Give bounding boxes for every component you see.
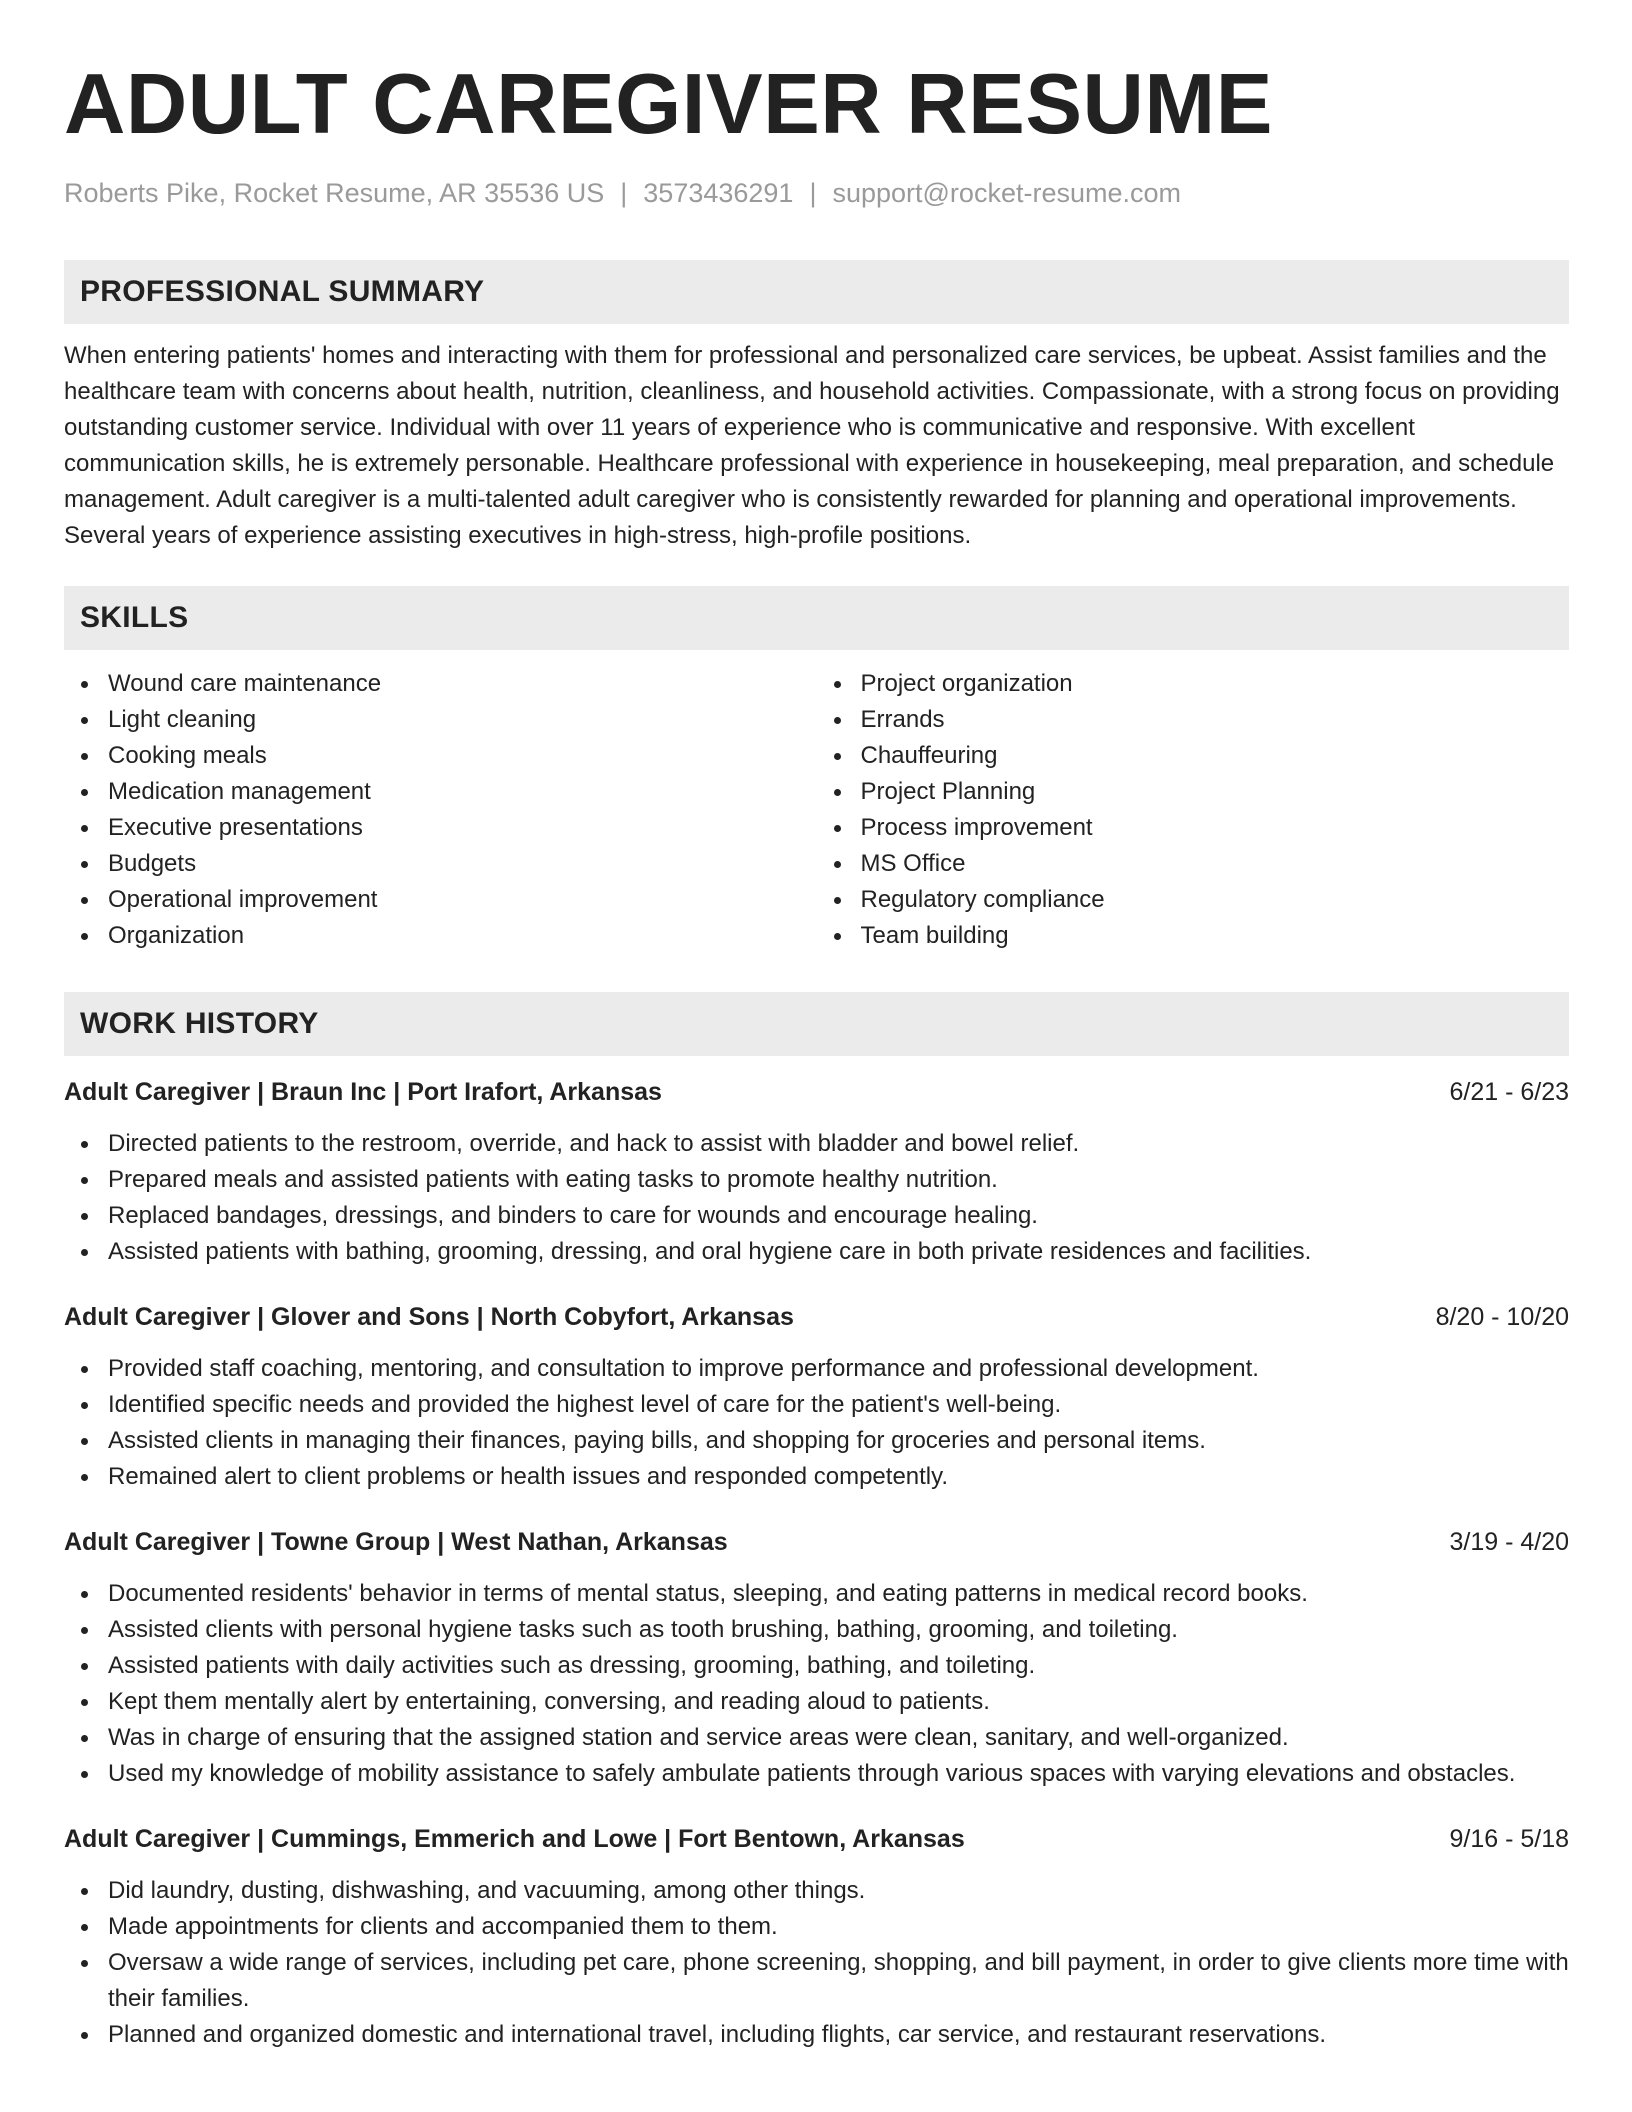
bullet-dot-icon bbox=[834, 933, 841, 940]
job-bullet bbox=[64, 1684, 1569, 1720]
skill-item bbox=[817, 774, 1570, 810]
job-bullet-text: Assisted clients in managing their finances, paying bills, and shopping for groceries and personal items. bbox=[108, 1427, 1206, 1455]
job-dates: 6/21 - 6/23 bbox=[1449, 1078, 1569, 1107]
bullet-dot-icon bbox=[81, 1402, 88, 1409]
job-bullet bbox=[64, 1576, 1569, 1612]
bullet-dot-icon bbox=[81, 933, 88, 940]
job-bullet-text: Made appointments for clients and accompanied them to them. bbox=[108, 1913, 778, 1941]
job-bullet bbox=[64, 1720, 1569, 1756]
skill-item-text: Team building bbox=[860, 922, 1009, 950]
resume-title: ADULT CAREGIVER RESUME bbox=[64, 57, 1273, 152]
skill-item bbox=[817, 810, 1570, 846]
skill-item bbox=[64, 774, 817, 810]
bullet-dot-icon bbox=[81, 1591, 88, 1598]
work-history-section-header: WORK HISTORY bbox=[64, 992, 1569, 1056]
skill-item bbox=[817, 882, 1570, 918]
skill-item-text: Operational improvement bbox=[108, 886, 378, 914]
skill-item bbox=[64, 918, 817, 954]
bullet-dot-icon bbox=[834, 753, 841, 760]
bullet-dot-icon bbox=[81, 753, 88, 760]
bullet-dot-icon bbox=[834, 825, 841, 832]
job-bullet-text: Assisted clients with personal hygiene tasks such as tooth brushing, bathing, grooming, and toileting. bbox=[108, 1616, 1178, 1644]
bullet-dot-icon bbox=[81, 1249, 88, 1256]
contact-email: support@rocket-resume.com bbox=[832, 178, 1181, 208]
job-bullet-text: Used my knowledge of mobility assistance to safely ambulate patients through various spaces with varying elevations and obstacles. bbox=[108, 1760, 1516, 1788]
bullet-dot-icon bbox=[81, 717, 88, 724]
job-bullet bbox=[64, 1198, 1569, 1234]
bullet-dot-icon bbox=[834, 789, 841, 796]
skill-item bbox=[64, 810, 817, 846]
bullet-dot-icon bbox=[81, 1213, 88, 1220]
skills-grid bbox=[64, 666, 1569, 954]
skill-item-text: Medication management bbox=[108, 778, 371, 806]
job-title: Adult Caregiver | Towne Group | West Nathan, Arkansas bbox=[64, 1528, 728, 1557]
job-entry bbox=[64, 1299, 1569, 1495]
skill-item-text: Errands bbox=[860, 706, 945, 734]
bullet-dot-icon bbox=[81, 1663, 88, 1670]
job-bullet-text: Replaced bandages, dressings, and binders to care for wounds and encourage healing. bbox=[108, 1202, 1038, 1230]
skill-item bbox=[64, 738, 817, 774]
job-bullet-text: Oversaw a wide range of services, including pet care, phone screening, shopping, and bill payment, in order to give clients more time with their families. bbox=[108, 1949, 1569, 2013]
bullet-dot-icon bbox=[81, 1627, 88, 1634]
skill-item bbox=[817, 918, 1570, 954]
job-bullet-list bbox=[64, 1351, 1569, 1495]
job-bullet bbox=[64, 2017, 1569, 2053]
job-bullet-text: Assisted patients with daily activities such as dressing, grooming, bathing, and toileting. bbox=[108, 1652, 1036, 1680]
skill-item-text: Light cleaning bbox=[108, 706, 257, 734]
skill-item bbox=[817, 702, 1570, 738]
bullet-dot-icon bbox=[81, 1924, 88, 1931]
job-bullet-text: Identified specific needs and provided the highest level of care for the patient's well-being. bbox=[108, 1391, 1062, 1419]
bullet-dot-icon bbox=[81, 789, 88, 796]
bullet-dot-icon bbox=[81, 1366, 88, 1373]
job-bullet bbox=[64, 1459, 1569, 1495]
job-heading bbox=[64, 1299, 1569, 1335]
job-bullet-list bbox=[64, 1576, 1569, 1792]
skill-item-text: Organization bbox=[108, 922, 245, 950]
contact-separator: | bbox=[620, 178, 628, 208]
job-dates: 9/16 - 5/18 bbox=[1449, 1825, 1569, 1854]
skill-item-text: Wound care maintenance bbox=[108, 670, 382, 698]
skills-section-header: SKILLS bbox=[64, 586, 1569, 650]
job-bullet-list bbox=[64, 1873, 1569, 2053]
skill-item-text: MS Office bbox=[860, 850, 966, 878]
bullet-dot-icon bbox=[81, 1735, 88, 1742]
bullet-dot-icon bbox=[81, 1438, 88, 1445]
bullet-dot-icon bbox=[81, 1771, 88, 1778]
bullet-dot-icon bbox=[81, 1474, 88, 1481]
skill-item-text: Cooking meals bbox=[108, 742, 267, 770]
job-bullet-text: Kept them mentally alert by entertaining, conversing, and reading aloud to patients. bbox=[108, 1688, 990, 1716]
job-entry bbox=[64, 1074, 1569, 1270]
work-history-list bbox=[64, 1074, 1569, 2053]
job-title: Adult Caregiver | Braun Inc | Port Irafort, Arkansas bbox=[64, 1078, 662, 1107]
skill-item bbox=[817, 666, 1570, 702]
bullet-dot-icon bbox=[834, 717, 841, 724]
bullet-dot-icon bbox=[834, 861, 841, 868]
contact-separator: | bbox=[809, 178, 817, 208]
skill-item-text: Executive presentations bbox=[108, 814, 363, 842]
skill-item bbox=[64, 666, 817, 702]
bullet-dot-icon bbox=[81, 1177, 88, 1184]
job-bullet bbox=[64, 1945, 1569, 2017]
summary-text: When entering patients' homes and interacting with them for professional and personalized care services, be upbeat. Assist families and the healthcare team with concerns about health, nutrition, cleanliness, and household activities. Compassionate, with a strong focus on providing outstanding customer service. Individual with over 11 years of experience who is communicative and responsive. With excellent communication skills, he is extremely personable. Healthcare professional with experience in housekeeping, meal preparation, and schedule management. Adult caregiver is a multi-talented adult caregiver who is consistently rewarded for planning and operational improvements. Several years of experience assisting executives in high-stress, high-profile positions. bbox=[64, 342, 1560, 550]
job-bullet-text: Provided staff coaching, mentoring, and consultation to improve performance and professional development. bbox=[108, 1355, 1259, 1383]
job-bullet-text: Planned and organized domestic and international travel, including flights, car service, and restaurant reservations. bbox=[108, 2021, 1327, 2049]
job-bullet-text: Remained alert to client problems or health issues and responded competently. bbox=[108, 1463, 949, 1491]
job-bullet bbox=[64, 1351, 1569, 1387]
job-bullet-list bbox=[64, 1126, 1569, 1270]
job-title: Adult Caregiver | Cummings, Emmerich and Lowe | Fort Bentown, Arkansas bbox=[64, 1825, 965, 1854]
bullet-dot-icon bbox=[81, 897, 88, 904]
job-bullet-text: Directed patients to the restroom, override, and hack to assist with bladder and bowel relief. bbox=[108, 1130, 1080, 1158]
skill-item-text: Regulatory compliance bbox=[860, 886, 1105, 914]
job-bullet-text: Prepared meals and assisted patients with eating tasks to promote healthy nutrition. bbox=[108, 1166, 998, 1194]
bullet-dot-icon bbox=[81, 825, 88, 832]
job-heading bbox=[64, 1821, 1569, 1857]
job-dates: 8/20 - 10/20 bbox=[1435, 1303, 1569, 1332]
skill-item-text: Chauffeuring bbox=[860, 742, 998, 770]
job-bullet bbox=[64, 1873, 1569, 1909]
job-bullet-text: Assisted patients with bathing, grooming, dressing, and oral hygiene care in both private residences and facilities. bbox=[108, 1238, 1312, 1266]
job-dates: 3/19 - 4/20 bbox=[1449, 1528, 1569, 1557]
skill-item bbox=[817, 738, 1570, 774]
summary-section-header: PROFESSIONAL SUMMARY bbox=[64, 260, 1569, 324]
job-heading bbox=[64, 1524, 1569, 1560]
job-bullet-text: Did laundry, dusting, dishwashing, and vacuuming, among other things. bbox=[108, 1877, 866, 1905]
job-bullet bbox=[64, 1756, 1569, 1792]
bullet-dot-icon bbox=[834, 681, 841, 688]
bullet-dot-icon bbox=[81, 861, 88, 868]
bullet-dot-icon bbox=[81, 1960, 88, 1967]
job-bullet-text: Was in charge of ensuring that the assigned station and service areas were clean, sanitary, and well-organized. bbox=[108, 1724, 1289, 1752]
job-title: Adult Caregiver | Glover and Sons | North Cobyfort, Arkansas bbox=[64, 1303, 794, 1332]
bullet-dot-icon bbox=[81, 681, 88, 688]
skill-item-text: Process improvement bbox=[860, 814, 1093, 842]
contact-info bbox=[64, 177, 1569, 209]
skill-item bbox=[64, 846, 817, 882]
bullet-dot-icon bbox=[834, 897, 841, 904]
skill-item-text: Budgets bbox=[108, 850, 197, 878]
skills-column-left bbox=[64, 666, 817, 954]
skills-column-right bbox=[817, 666, 1570, 954]
job-bullet bbox=[64, 1387, 1569, 1423]
job-bullet bbox=[64, 1612, 1569, 1648]
skill-item bbox=[64, 882, 817, 918]
skill-item bbox=[817, 846, 1570, 882]
job-bullet bbox=[64, 1648, 1569, 1684]
job-entry bbox=[64, 1821, 1569, 2053]
skill-item-text: Project Planning bbox=[860, 778, 1036, 806]
contact-phone: 3573436291 bbox=[643, 178, 794, 208]
bullet-dot-icon bbox=[81, 2032, 88, 2039]
job-bullet-text: Documented residents' behavior in terms of mental status, sleeping, and eating patterns in medical record books. bbox=[108, 1580, 1308, 1608]
skill-item bbox=[64, 702, 817, 738]
bullet-dot-icon bbox=[81, 1888, 88, 1895]
job-bullet bbox=[64, 1234, 1569, 1270]
bullet-dot-icon bbox=[81, 1699, 88, 1706]
job-bullet bbox=[64, 1162, 1569, 1198]
contact-address: Roberts Pike, Rocket Resume, AR 35536 US bbox=[64, 178, 605, 208]
job-heading bbox=[64, 1074, 1569, 1110]
job-entry bbox=[64, 1524, 1569, 1792]
job-bullet bbox=[64, 1423, 1569, 1459]
bullet-dot-icon bbox=[81, 1141, 88, 1148]
job-bullet bbox=[64, 1126, 1569, 1162]
skill-item-text: Project organization bbox=[860, 670, 1073, 698]
job-bullet bbox=[64, 1909, 1569, 1945]
